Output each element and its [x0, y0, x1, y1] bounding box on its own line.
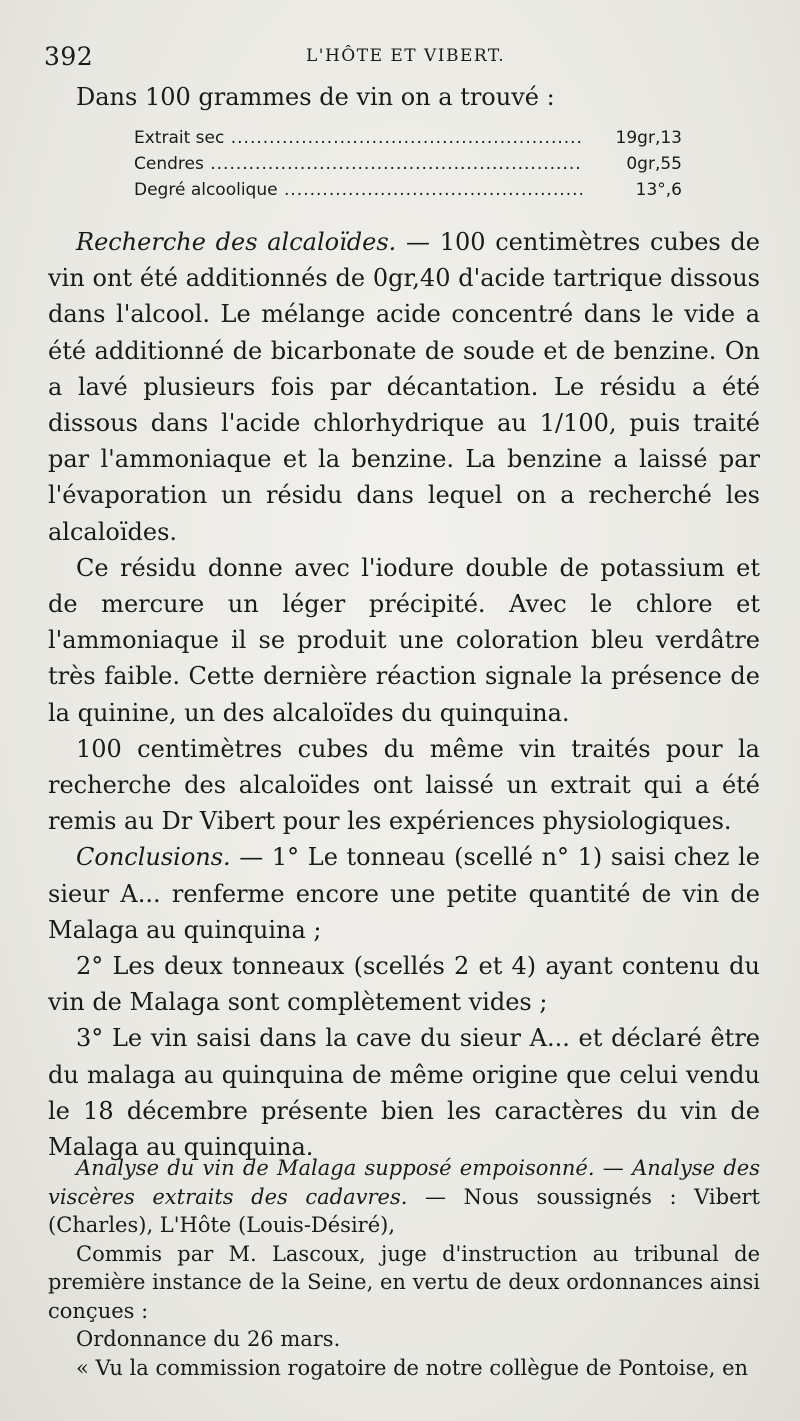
running-title: L'HÔTE ET VIBERT.	[306, 46, 506, 66]
section-heading-wine-analysis: Analyse du vin de Malaga supposé empoisonné.	[76, 1156, 595, 1180]
paragraph-quote: « Vu la commission rogatoire de notre collègue de Pontoise, en	[76, 1355, 749, 1380]
section-heading-conclusions: Conclusions.	[76, 843, 231, 872]
page-number: 392	[44, 42, 94, 71]
table-label: Degré alcoolique .....	[134, 178, 582, 202]
paragraph-analysis-heading	[48, 1154, 760, 1240]
paragraph-ordinance-date: Ordonnance du 26 mars.	[76, 1327, 341, 1351]
table-value: 0gr,55	[626, 154, 682, 174]
main-text	[48, 224, 760, 1165]
paragraph-residue: Ce résidu donne avec l'iodure double de potassium et de mercure un léger précipité. Avec le chlore et l'ammoniaque il se produit une coloration bleu verdâtre très faible. Cette dernière réaction signale la présence de la quinine, un des alcaloïdes du quinquina.	[48, 553, 760, 727]
paragraph-text: — Nous soussignés : Vibert (Charles), L'Hôte (Louis-Désiré),	[48, 1184, 760, 1237]
dash: —	[594, 1156, 633, 1180]
section-heading-alkaloids: Recherche des alcaloïdes.	[76, 228, 397, 256]
paragraph-extract: 100 centimètres cubes du même vin traités pour la recherche des alcaloïdes ont laissé un extrait qui a été remis au Dr Vibert pour les expériences physiologiques.	[48, 734, 760, 836]
table-value: 19gr,13	[615, 128, 682, 148]
paragraph-conclusion-2: 2° Les deux tonneaux (scellés 2 et 4) ayant contenu du vin de Malaga sont complètement vides ;	[48, 952, 760, 1017]
table-value: 13°,6	[635, 180, 682, 200]
table-label: Cendres .....	[134, 152, 582, 176]
paragraph-conclusion-3: 3° Le vin saisi dans la cave du sieur A... et déclaré être du malaga au quinquina de même origine que celui vendu le 18 décembre présente bien les caractères du vin de Malaga au quinquina.	[48, 1024, 760, 1162]
paragraph-text: — 100 centimètres cubes de vin ont été additionnés de 0gr,40 d'acide tartrique dissous dans l'alcool. Le mélange acide concentré dans le vide a été additionné de bicarbonate de soude et de benzine. On a lavé plusieurs fois par décantation. Le résidu a été dissous dans l'acide chlorhydrique au 1/100, puis traité par l'ammoniaque et la benzine. La benzine a laissé par l'évaporation un résidu dans lequel on a recherché les alcaloïdes.	[48, 228, 760, 546]
paragraph-text: — 1° Le tonneau (scellé n° 1) saisi chez le sieur A... renferme encore une petite quantité de vin de Malaga au quinquina ;	[48, 843, 760, 944]
table-row	[134, 126, 682, 150]
paragraph-conclusions	[48, 839, 760, 948]
intro-line: Dans 100 grammes de vin on a trouvé :	[76, 83, 555, 111]
table-row	[134, 152, 682, 176]
paragraph-commission: Commis par M. Lascoux, juge d'instruction au tribunal de première instance de la Seine, en vertu de deux ordonnances ainsi conçues :	[48, 1241, 760, 1323]
section-heading-viscera: Analyse des viscères extraits des cadavres.	[48, 1156, 760, 1209]
secondary-text	[48, 1154, 760, 1382]
paragraph-alkaloids	[48, 224, 760, 550]
page-header	[44, 42, 760, 78]
table-row	[134, 178, 682, 202]
table-label: Extrait sec .....	[134, 126, 582, 150]
